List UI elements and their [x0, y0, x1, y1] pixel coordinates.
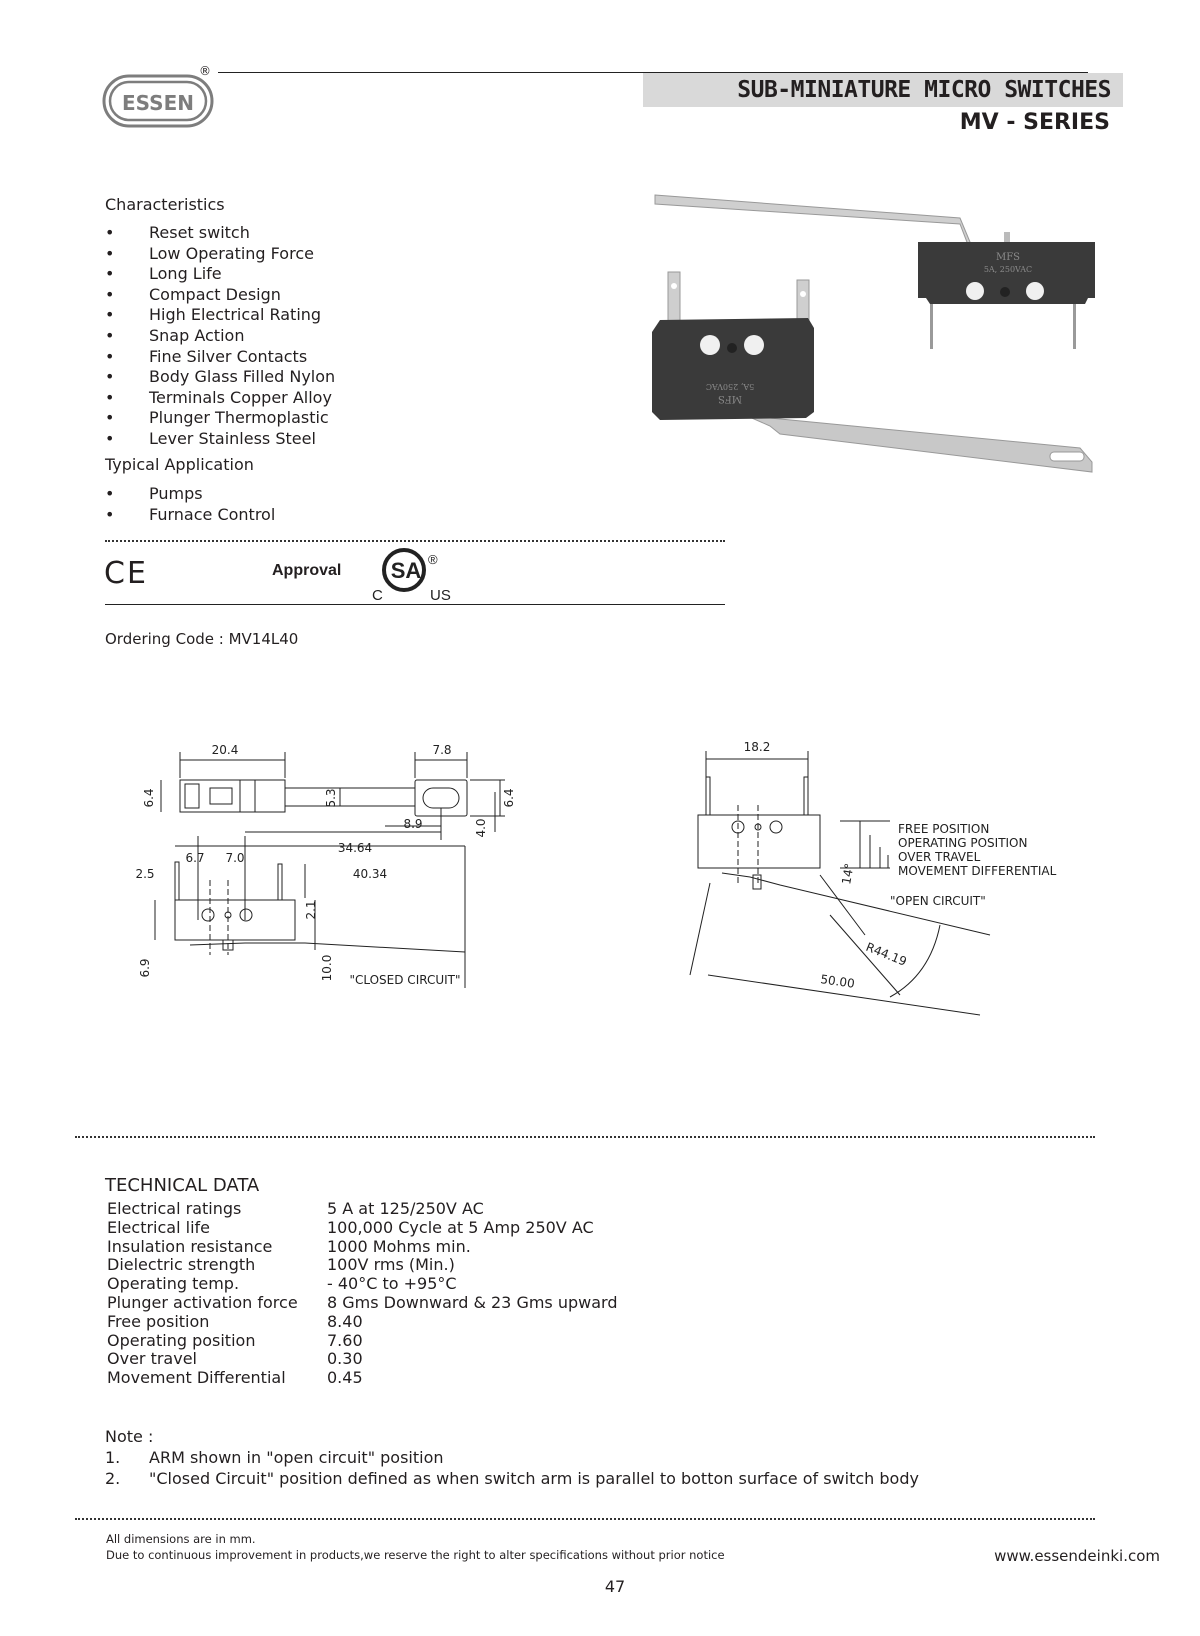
- svg-text:6.4: 6.4: [142, 788, 156, 808]
- table-row: Movement Differential 0.45: [107, 1368, 363, 1388]
- table-row: Free position 8.40: [107, 1311, 363, 1331]
- table-row: Over travel 0.30: [107, 1349, 363, 1369]
- registered-mark: ®: [199, 64, 211, 78]
- technical-heading: TECHNICAL DATA: [105, 1175, 260, 1196]
- lever-arm-top: [655, 195, 974, 250]
- list-item: • Long Life: [105, 264, 222, 284]
- divider: [75, 1518, 1095, 1520]
- table-row: Insulation resistance 1000 Mohms min.: [107, 1236, 471, 1256]
- list-item: • Lever Stainless Steel: [105, 428, 316, 448]
- approval-label: Approval: [272, 562, 342, 579]
- divider: [105, 604, 725, 605]
- svg-text:7.0: 7.0: [225, 851, 245, 865]
- svg-text:SA: SA: [390, 558, 422, 583]
- ordering-code-value: MV14L40: [228, 630, 299, 648]
- list-item: • Compact Design: [105, 284, 281, 304]
- mounting-hole: [966, 282, 984, 300]
- list-item: • Fine Silver Contacts: [105, 346, 308, 366]
- svg-text:4.0: 4.0: [474, 818, 488, 838]
- ordering-code: Ordering Code : MV14L40: [105, 630, 299, 648]
- svg-text:2.1: 2.1: [304, 900, 318, 920]
- characteristics-list: [105, 223, 335, 450]
- table-row: Plunger activation force 8 Gms Downward & 23 Gms upward: [107, 1292, 618, 1312]
- svg-text:5A, 250VAC: 5A, 250VAC: [983, 265, 1033, 274]
- svg-text:2.5: 2.5: [135, 867, 155, 881]
- csa-logo: [372, 544, 464, 604]
- svg-text:5.3: 5.3: [324, 788, 338, 808]
- notes-list: [105, 1448, 919, 1489]
- svg-text:6.7: 6.7: [185, 851, 205, 865]
- mounting-hole: [1026, 282, 1044, 300]
- list-item: • Body Glass Filled Nylon: [105, 367, 336, 387]
- footer-disclaimer: Due to continuous improvement in products,we reserve the right to alter specifications without prior notice: [106, 1548, 725, 1562]
- svg-text:40.34: 40.34: [352, 867, 388, 881]
- svg-text:18.2: 18.2: [743, 740, 771, 754]
- terminal: [1073, 304, 1076, 349]
- svg-text:5A, 250VAC: 5A, 250VAC: [705, 382, 755, 391]
- svg-text:MFS: MFS: [717, 393, 743, 404]
- notes-heading: Note :: [105, 1427, 154, 1446]
- terminal: [930, 304, 933, 349]
- terminal: [668, 272, 680, 322]
- table-row: Electrical life 100,000 Cycle at 5 Amp 250V AC: [107, 1217, 594, 1237]
- product-photo: [630, 190, 1120, 490]
- page-number: 47: [604, 1577, 626, 1596]
- website-link[interactable]: www.essendeinki.com: [994, 1547, 1160, 1565]
- list-item: • Plunger Thermoplastic: [105, 408, 329, 428]
- svg-text:34.64: 34.64: [337, 841, 373, 855]
- svg-text:7.8: 7.8: [432, 743, 452, 757]
- list-item: • Terminals Copper Alloy: [105, 387, 332, 407]
- list-item: 2. "Closed Circuit" position defined as when switch arm is parallel to botton surface of switch body: [105, 1468, 919, 1488]
- plunger: [1000, 287, 1010, 297]
- table-row: Electrical ratings 5 A at 125/250V AC: [107, 1199, 484, 1218]
- svg-text:MOVEMENT DIFFERENTIAL: MOVEMENT DIFFERENTIAL: [898, 864, 1057, 878]
- svg-text:"CLOSED CIRCUIT": "CLOSED CIRCUIT": [349, 973, 461, 987]
- series-title: MV - SERIES: [959, 110, 1110, 135]
- dimension-drawing-left: [135, 740, 516, 1010]
- svg-text:6.4: 6.4: [502, 788, 516, 808]
- list-item: • Pumps: [105, 484, 203, 503]
- application-list: [105, 484, 275, 525]
- svg-text:R44.19: R44.19: [863, 939, 909, 969]
- table-row: Operating position 7.60: [107, 1330, 363, 1350]
- application-heading: Typical Application: [105, 455, 254, 474]
- svg-text:FREE POSITION: FREE POSITION: [898, 822, 990, 836]
- svg-text:"OPEN CIRCUIT": "OPEN CIRCUIT": [890, 894, 986, 908]
- svg-text:MFS: MFS: [995, 252, 1021, 263]
- list-item: 1. ARM shown in "open circuit" position: [105, 1448, 444, 1467]
- svg-text:6.9: 6.9: [138, 958, 152, 978]
- table-row: Operating temp. - 40°C to +95°C: [107, 1274, 457, 1294]
- mounting-hole: [744, 335, 764, 355]
- dimension-drawing-right: [690, 735, 1070, 1010]
- list-item: • Low Operating Force: [105, 243, 314, 263]
- divider: [75, 1136, 1095, 1138]
- svg-text:50.00: 50.00: [819, 972, 856, 991]
- mounting-hole: [700, 335, 720, 355]
- list-item: • Furnace Control: [105, 504, 276, 524]
- svg-text:C: C: [372, 587, 383, 604]
- svg-text:8.9: 8.9: [403, 817, 423, 831]
- svg-text:20.4: 20.4: [211, 743, 239, 757]
- characteristics-heading: Characteristics: [105, 195, 225, 214]
- page-title: SUB-MINIATURE MICRO SWITCHES: [737, 77, 1111, 103]
- svg-text:OVER TRAVEL: OVER TRAVEL: [898, 850, 981, 864]
- svg-text:14°: 14°: [839, 862, 857, 886]
- svg-text:10.0: 10.0: [320, 954, 334, 982]
- footer-dimensions-note: All dimensions are in mm.: [106, 1532, 256, 1546]
- list-item: • Snap Action: [105, 325, 245, 345]
- list-item: • Reset switch: [105, 223, 250, 242]
- table-row: Dielectric strength 100V rms (Min.): [107, 1255, 455, 1275]
- svg-text:ESSEN: ESSEN: [122, 91, 194, 115]
- ce-mark: CE: [104, 556, 148, 591]
- technical-table: [107, 1200, 618, 1388]
- lever-slot: [1050, 452, 1084, 461]
- divider: [105, 540, 725, 542]
- list-item: • High Electrical Rating: [105, 305, 322, 325]
- svg-text:US: US: [430, 587, 451, 604]
- svg-text:OPERATING POSITION: OPERATING POSITION: [898, 836, 1028, 850]
- svg-text:®: ®: [428, 552, 438, 567]
